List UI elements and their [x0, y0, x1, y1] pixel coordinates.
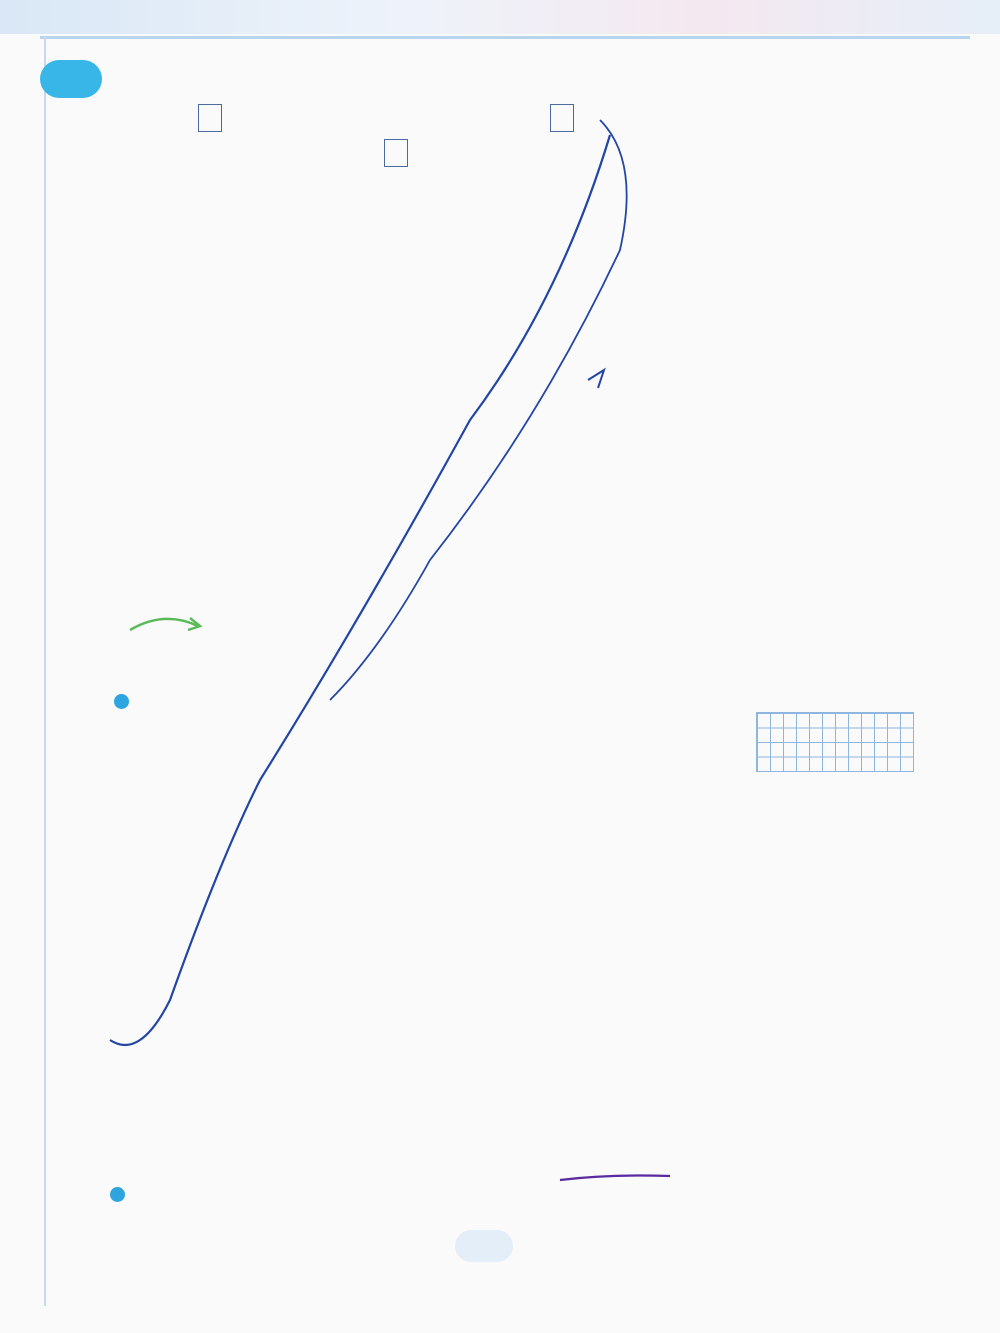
bottom-line — [110, 1178, 133, 1209]
answer-grid[interactable] — [756, 712, 914, 772]
question-uncolored — [544, 101, 574, 132]
bullet-icon — [110, 1187, 125, 1202]
q3-line-1 — [114, 685, 137, 716]
task-number-badge — [40, 60, 102, 98]
answer-colored-box[interactable] — [198, 104, 222, 132]
top-divider — [40, 36, 970, 39]
chicks-illustration — [0, 240, 1000, 760]
question-colored — [192, 101, 222, 132]
digits-illustration — [90, 905, 990, 1155]
para2-line-3 — [114, 607, 218, 638]
arrow-icon — [126, 612, 206, 636]
top-decoration-band — [0, 0, 1000, 34]
bullet-icon — [114, 694, 129, 709]
answer-total-box[interactable] — [384, 139, 408, 167]
answer-uncolored-box[interactable] — [550, 104, 574, 132]
question-total — [378, 136, 408, 167]
page-number — [455, 1230, 513, 1262]
